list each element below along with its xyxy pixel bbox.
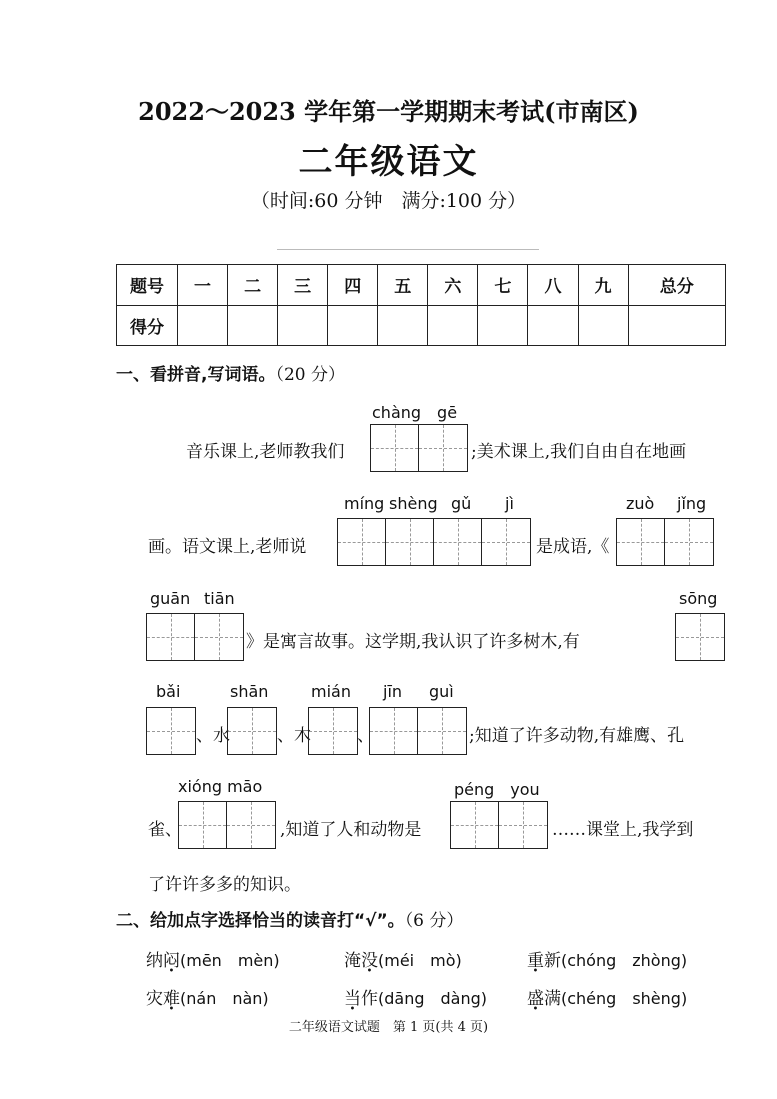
pronunciation-item[interactable]: 当作(dāng dàng)	[344, 989, 488, 1009]
pinyin-gui: guì	[429, 682, 454, 701]
pinyin-xiong-mao: xióng māo	[178, 777, 263, 796]
writing-cell[interactable]	[451, 802, 499, 848]
writing-cell[interactable]	[419, 425, 467, 471]
writing-cell[interactable]	[434, 519, 482, 565]
table-cell: 四	[328, 265, 378, 306]
score-input-cell[interactable]	[228, 305, 278, 346]
pinyin-options[interactable]: (dāng dàng)	[378, 989, 488, 1008]
dotted-char: 闷	[163, 951, 180, 971]
table-cell: 七	[478, 265, 528, 306]
score-input-cell[interactable]	[378, 305, 428, 346]
pinyin-ming: míng	[344, 494, 385, 513]
score-table	[116, 264, 726, 346]
score-input-cell[interactable]	[178, 305, 228, 346]
table-cell: 得分	[117, 305, 178, 346]
dotted-char: 没	[361, 951, 378, 971]
pronunciation-item[interactable]: 灾难(nán nàn)	[146, 989, 269, 1009]
writing-cell[interactable]	[309, 708, 357, 754]
table-row	[117, 265, 726, 306]
pinyin-chang-ge: chàng gē	[372, 403, 458, 422]
divider	[277, 249, 539, 250]
writing-cell[interactable]	[371, 425, 419, 471]
text-line6: 了许许多多的知识。	[148, 875, 301, 895]
writing-cell[interactable]	[147, 614, 195, 660]
exam-title: 2022～2023 学年第一学期期末考试(市南区)	[138, 97, 639, 126]
pinyin-options[interactable]: (méi mò)	[378, 951, 462, 970]
score-input-cell[interactable]	[428, 305, 478, 346]
pinyin-shan: shān	[230, 682, 269, 701]
table-cell: 六	[428, 265, 478, 306]
pinyin-guan: guān	[150, 589, 191, 608]
score-input-cell[interactable]	[528, 305, 578, 346]
text-line1-a: 音乐课上,老师教我们	[186, 442, 345, 462]
text-line2-b: 是成语,《	[536, 537, 610, 557]
writing-cell[interactable]	[370, 708, 418, 754]
pronunciation-item[interactable]: 淹没(méi mò)	[344, 951, 462, 971]
text-line2-a: 画。语文课上,老师说	[148, 537, 307, 557]
text-line1-b: ;美术课上,我们自由自在地画	[471, 442, 687, 462]
writing-box-song[interactable]	[675, 613, 725, 661]
writing-box-bai[interactable]	[146, 707, 196, 755]
dotted-char: 重	[527, 951, 544, 971]
writing-cell[interactable]	[228, 708, 276, 754]
section2-heading	[116, 906, 463, 931]
table-row	[117, 305, 726, 346]
subject-title: 二年级语文	[298, 142, 479, 182]
writing-cell[interactable]	[147, 708, 195, 754]
score-input-cell[interactable]	[478, 305, 528, 346]
writing-box-jin-gui[interactable]	[369, 707, 467, 755]
writing-cell[interactable]	[195, 614, 243, 660]
table-cell: 五	[378, 265, 428, 306]
page-footer: 二年级语文试题 第 1 页(共 4 页)	[288, 1020, 489, 1035]
pinyin-ji: jì	[505, 494, 514, 513]
pinyin-gu: gǔ	[451, 494, 472, 513]
pinyin-mian: mián	[311, 682, 351, 701]
pinyin-song: sōng	[679, 589, 718, 608]
section1-heading	[116, 360, 345, 385]
pinyin-jing: jǐng	[677, 494, 707, 513]
pinyin-options[interactable]: (chéng shèng)	[561, 989, 688, 1008]
writing-cell[interactable]	[676, 614, 724, 660]
writing-cell[interactable]	[227, 802, 275, 848]
pinyin-bai: bǎi	[156, 682, 181, 701]
writing-box-zuo-jing[interactable]	[616, 518, 714, 566]
table-cell: 九	[578, 265, 628, 306]
pinyin-options[interactable]: (mēn mèn)	[180, 951, 280, 970]
score-input-cell[interactable]	[328, 305, 378, 346]
writing-box-peng-you[interactable]	[450, 801, 548, 849]
writing-box-ming-sheng-gu-ji[interactable]	[337, 518, 531, 566]
dotted-char: 盛	[527, 989, 544, 1009]
pinyin-jin: jīn	[383, 682, 403, 701]
text-line4-d: ;知道了许多动物,有雄鹰、孔	[469, 726, 685, 746]
section1-points: （20 分）	[275, 365, 346, 385]
text-line4-a: 、水	[196, 726, 230, 746]
text-line5-a: 雀、	[148, 820, 182, 840]
table-cell: 三	[278, 265, 328, 306]
writing-box-mian[interactable]	[308, 707, 358, 755]
table-cell: 二	[228, 265, 278, 306]
section2-points: （6 分）	[404, 911, 464, 931]
writing-cell[interactable]	[418, 708, 466, 754]
text-line4-c: 、	[357, 726, 374, 746]
text-line3-a: 》是寓言故事。这学期,我认识了许多树木,有	[246, 632, 580, 652]
pronunciation-item[interactable]: 纳闷(mēn mèn)	[146, 951, 280, 971]
text-line5-b: ,知道了人和动物是	[280, 820, 422, 840]
pinyin-peng-you: péng you	[454, 780, 540, 799]
dotted-char: 难	[163, 989, 180, 1009]
table-cell: 一	[178, 265, 228, 306]
dotted-char: 当	[344, 989, 361, 1009]
writing-cell[interactable]	[665, 519, 713, 565]
writing-box-guan-tian[interactable]	[146, 613, 244, 661]
pinyin-sheng: shèng	[389, 494, 438, 513]
table-cell: 八	[528, 265, 578, 306]
pronunciation-item[interactable]: 重新(chóng zhòng)	[527, 951, 688, 971]
writing-cell[interactable]	[482, 519, 530, 565]
score-input-cell[interactable]	[278, 305, 328, 346]
pinyin-options[interactable]: (nán nàn)	[180, 989, 269, 1008]
writing-cell[interactable]	[338, 519, 386, 565]
writing-box-chang-ge[interactable]	[370, 424, 468, 472]
score-input-cell[interactable]	[628, 305, 725, 346]
score-input-cell[interactable]	[578, 305, 628, 346]
writing-cell[interactable]	[499, 802, 547, 848]
writing-cell[interactable]	[386, 519, 434, 565]
pronunciation-item[interactable]: 盛满(chéng shèng)	[527, 989, 688, 1009]
writing-box-shan[interactable]	[227, 707, 277, 755]
writing-cell[interactable]	[617, 519, 665, 565]
table-cell: 总分	[628, 265, 725, 306]
writing-box-xiong-mao[interactable]	[178, 801, 276, 849]
pinyin-tian: tiān	[204, 589, 235, 608]
time-and-score-info: （时间:60 分钟 满分:100 分）	[250, 190, 527, 212]
writing-cell[interactable]	[179, 802, 227, 848]
section2-heading-text: 二、给加点字选择恰当的读音打“√”。	[116, 911, 405, 931]
pinyin-zuo: zuò	[626, 494, 655, 513]
text-line5-c: ……课堂上,我学到	[552, 820, 694, 840]
table-cell: 题号	[117, 265, 178, 306]
text-line4-b: 、木	[277, 726, 311, 746]
section1-heading-text: 一、看拼音,写词语。	[116, 365, 276, 385]
pinyin-options[interactable]: (chóng zhòng)	[561, 951, 688, 970]
